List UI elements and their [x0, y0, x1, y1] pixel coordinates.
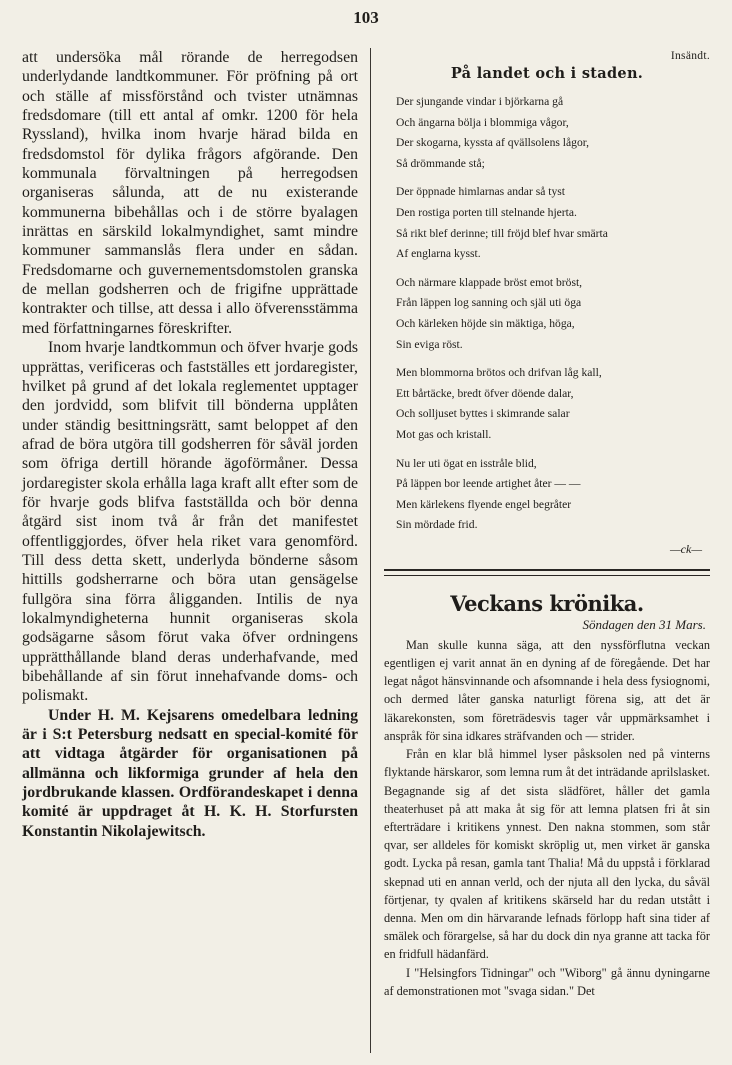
- poem-line: Den rostiga porten till stelnande hjerta.: [396, 205, 577, 219]
- poem-line: Mot gas och kristall.: [396, 427, 492, 441]
- chronicle-body: [384, 636, 710, 1000]
- chronicle-paragraph: Från en klar blå himmel lyser påsksolen ned på vinterns flyktande härskaror, som lemna rum åt det inträdande aprilslasket. Begagnande sig af det sista slädföret, håller det gamla theaterhuset på att maka åt sig för att lemna platsen fri åt sin efterträdare i kritikens ynnest. Den nakna stommen, som står qvar, ser alldeles för komiskt skröplig ut, men virket är ganska godt. Lycka på resan, gamla tant Thalia! Må du uppstå i förklarad skepnad uti en annan verld, och der njuta all den lycka, du såväl förtjenar, ty qvalen af kritikens skärseld har du redan utstått i denna. Men om din härvarande lefnads förlopp haft sina tider af smälek och förargelse, så har du dock din nya granne att tacka för en fridfull hädanfärd.: [384, 747, 710, 962]
- poem-line: Nu ler uti ögat en isstråle blid,: [396, 456, 537, 470]
- left-column: [22, 48, 358, 841]
- poem-line: Och solljuset byttes i skimrande salar: [396, 407, 570, 421]
- poem-line: Och ängarna bölja i blommiga vågor,: [396, 115, 569, 129]
- poem-line: Ett bårtäcke, bredt öfver döende dalar,: [396, 386, 574, 400]
- poem-stanza: [396, 363, 710, 445]
- poem-line: Men kärlekens flyende engel begråter: [396, 497, 572, 511]
- chronicle-paragraph: Man skulle kunna säga, att den nyssförflutna veckan egentligen ej varit annat än en dyning af de föregående. Det har legat något hänsvinnande och afsomnande i hela dess fysiognomi, och dermed låter ganska naturligt förena sig, att det är läkarekonsten, som företrädesvis tager vår uppmärksamhet i anspråk för sina idkares sträfvanden och — strider.: [384, 637, 710, 743]
- poem-line: Der öppnade himlarnas andar så tyst: [396, 185, 566, 199]
- page-number: 103: [353, 8, 379, 27]
- chronicle-dateline: Söndagen den 31 Mars.: [582, 616, 706, 632]
- poem-line: Så rikt blef derinne; till fröjd blef hvar smärta: [396, 226, 608, 240]
- poem-line: Så drömmande stå;: [396, 156, 485, 170]
- poem-line: Der sjungande vindar i björkarna gå: [396, 95, 564, 108]
- poem-line: Från läppen log sanning och själ uti öga: [396, 296, 582, 310]
- poem-stanza: [396, 182, 710, 264]
- poem-line: Der skogarna, kyssta af qvällsolens lågor,: [396, 136, 590, 150]
- poem-line: Sin mördade frid.: [396, 518, 478, 532]
- left-paragraph: att undersöka mål rörande de herregodsen underlydande landtkommuner. För pröfning på ort och ställe af missförstånd och tvister utnämnas fredsdomare (till ett antal af omkr. 1200 för hela Ryssland), hvilka inom hvarje härad bilda en fredsdomstol för dylika frågors afgörande. Den kommunala förvaltningen på herregodsen organiseras sålunda, att de nu existerande kommunerna bibehållas och i de större byalagen inrättas en särskild lokalmyndighet, samt mindre kommuner sammanslås flera under en sådan. Fredsdomarne och guvernementsdomstolen granska de mellan godsherren och de frigifne upprättade kontrakter och tillse, att dessa i allo öfverensstämma med författningarnes föreskrifter.: [22, 49, 358, 337]
- poem-stanza: [396, 92, 710, 174]
- chronicle-paragraph: I "Helsingfors Tidningar" och "Wiborg" gå ännu dyningarne af demonstrationen mot "svaga sidan." Det: [384, 965, 710, 998]
- poem-title: På landet och i staden.: [450, 65, 644, 82]
- chronicle-heading: Veckans krönika.: [450, 590, 644, 616]
- left-paragraph: Under H. M. Kejsarens omedelbara ledning är i S:t Petersburg nedsatt en special-komité för att vidtaga åtgärder för organisationen på allmänna och likformiga grunder af hela den jordbrukande klassen. Ordförandeskapet i denna komité är uppdraget åt H. K. H. Storfursten Konstantin Nikolajewitsch.: [22, 706, 358, 840]
- right-column: [384, 48, 710, 1000]
- poem-line: Sin eviga röst.: [396, 337, 463, 351]
- submitted-label: Insändt.: [670, 50, 710, 62]
- poem-line: På läppen bor leende artighet åter — —: [396, 477, 581, 491]
- column-divider: [370, 48, 371, 1053]
- left-paragraph: Inom hvarje landtkommun och öfver hvarje gods upprättas, verificeras och fastställes ett jordaregister, hvilket på grund af det lokala reglementet upptager den jordvidd, som blifvit till bönderna upplåten under ständig besittningsrätt, samt beloppet af den afrad de böra utgöra till godsherren för såväl jorden som öfriga dertill hörande ägoförmåner. Dessa jordaregister skola erhålla laga kraft allt efter som de för hvarje gods blifva fastställda och bör denna åtgärd sist inom två år från det manifestet offentliggjordes, öfver hela riket vara genomförd. Till dess detta skett, underlyda bönderne såsom hittills godsherrarne och böra utan gensägelse fullgöra sina förra åligganden. Intilis de nya lokalmyndigheterna hunnit organiseras skola godsägarne såsom förut vaka öfver ordningens upprätthållande bland deras underhafvande, med bibehållande af sin förut innehafvande doms- och polismakt.: [22, 339, 358, 705]
- poem-line: Men blommorna brötos och drifvan låg kall,: [396, 366, 602, 380]
- poem-line: Af englarna kysst.: [396, 247, 481, 261]
- poem-line: Och kärleken höjde sin mäktiga, höga,: [396, 316, 575, 330]
- poem-stanza: [396, 273, 710, 355]
- poem-signature: —ck—: [670, 541, 702, 556]
- poem-stanza: [396, 454, 710, 536]
- poem-line: Och närmare klappade bröst emot bröst,: [396, 275, 583, 289]
- section-divider: [384, 569, 710, 576]
